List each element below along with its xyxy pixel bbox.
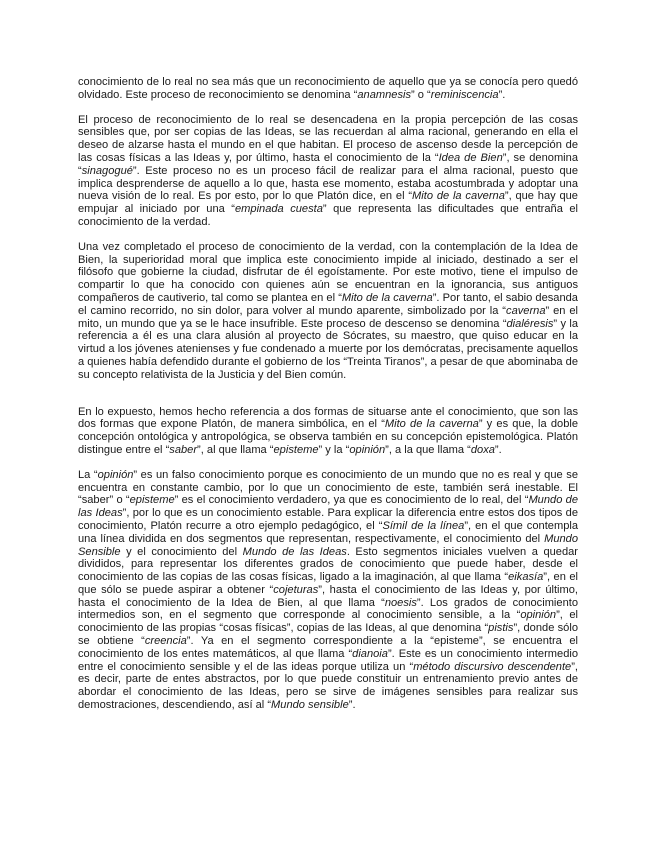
text-run: ”, en el que sólo se puede aspirar a obtener “ [78, 571, 578, 596]
text-run: ” que representa las dificultades que entraña el conocimiento de la verdad. [78, 203, 578, 228]
text-run: ” y la referencia a él es una clara alusión al proyecto de Sócrates, su maestro, que quiso educar en la virtud a los jóvenes atenienses y fue condenado a muerte por los demócratas, precisamente aquellos a quienes había defendido durante el gobierno de los “Treinta Tiranos”, a pesar de que abominaba de su concepto relativista de la Justicia y del Bien común. [78, 317, 578, 381]
italic-term: opinión [97, 468, 134, 481]
text-run: ”, en el que contempla una línea dividida en dos segmentos que representan, respectivamente, el conocimiento del [78, 519, 578, 545]
italic-term: dianoia [352, 647, 388, 660]
text-run: ”. Por tanto, el sabio desanda el camino recorrido, no sin dolor, para volver al mundo aparente, simbolizado por la “ [78, 291, 578, 317]
text-run: Una vez completado el proceso de conocimiento de la verdad, con la contemplación de la Idea de Bien, la superioridad moral que implica este conocimiento impide al iniciado, destinado a ser el filósofo que gobierne la ciudad, disfrutar de él egoístamente. Por este motivo, tiene el impulso de compartir lo que ha conocido con quienes aún se encuentran en la ignorancia, sus antiguos compañeros de cautiverio, tal como se plantea en el “ [78, 240, 578, 304]
italic-term: noesis [384, 596, 417, 609]
text-run: ”, que hay que empujar al iniciado por una “ [78, 190, 578, 216]
italic-term: Mito de la caverna [412, 190, 505, 203]
italic-term: sinagogué [81, 164, 133, 177]
text-run: ”, al que llama “ [197, 443, 274, 456]
text-run: ” es el conocimiento verdadero, ya que es conocimiento de lo real, del “ [174, 494, 529, 507]
text-run: ”, se denomina “ [78, 151, 578, 177]
text-run: y el conocimiento del [120, 545, 243, 558]
italic-term: anamnesis [357, 88, 412, 101]
text-run: ”. [494, 443, 502, 456]
text-run: ” en el mito, un mundo que ya se le hace insufrible. Este proceso de descenso se denomina “ [78, 304, 578, 330]
text-run: ”, a la que llama “ [385, 443, 471, 456]
text-run: En lo expuesto, hemos hecho referencia a dos formas de situarse ante el conocimiento, que son las dos formas que expone Platón, de manera simbólica, en el “ [78, 405, 578, 431]
italic-term: eikasía [508, 571, 544, 584]
text-run: ”. [498, 88, 506, 101]
body-paragraph [78, 241, 578, 382]
body-paragraph [78, 406, 578, 457]
italic-term: Idea de Bien [438, 151, 503, 164]
italic-term: Símil de la línea [382, 519, 465, 532]
body-paragraph [78, 76, 578, 102]
text-run: ” o “ [411, 88, 431, 101]
text-run: ”. Este proceso no es un proceso fácil de realizar para el alma racional, puesto que implica desprenderse de aquello a lo que, hasta ese momento, estaba acostumbrada y adoptar una nueva visión de lo real. Es por esto, por lo que Platón dice, en el “ [78, 164, 578, 203]
body-paragraph [78, 114, 578, 229]
text-run: ”, donde sólo se obtiene “ [78, 622, 578, 648]
text-run: ” y es que, la doble concepción ontológica y antropológica, se observa también en su concepción epistemológica. Platón distingue entre el “ [78, 418, 578, 456]
italic-term: Mito de la caverna [384, 418, 479, 431]
italic-term: pistis [488, 622, 514, 635]
document-page [78, 76, 578, 712]
italic-term: doxa [470, 443, 495, 456]
text-run: ”, por lo que es un conocimiento estable. Para explicar la diferencia entre estos dos tipos de conocimiento, Platón recurre a otro ejemplo pedagógico, el “ [78, 507, 579, 532]
italic-term: empinada cuesta [235, 203, 323, 216]
italic-term: Mundo de las Ideas [78, 494, 579, 520]
italic-term: Mito de la caverna [341, 291, 433, 304]
italic-term: Mundo de las Ideas [242, 545, 347, 558]
text-run: conocimiento de lo real no sea más que un reconocimiento de aquello que ya se conocía pero quedó olvidado. Este proceso de reconocimiento se denomina “ [78, 76, 578, 101]
text-run: ”. Ya en el segmento correspondiente a la “episteme”, se encuentra el conocimiento de los entes matemáticos, al que llama “ [78, 635, 578, 660]
text-run: ”. Los grados de conocimiento intermedios son, en el segmento que corresponde al conocimiento sensible, a la “ [78, 596, 578, 622]
text-run: ” es un falso conocimiento porque es conocimiento de un mundo que no es real y que se encuentra en constante cambio, por lo que un conocimiento de este, también será inestable. El “saber” o “ [78, 468, 578, 507]
text-run: ”. Este es un conocimiento intermedio entre el conocimiento sensible y el de las ideas porque utiliza un “ [78, 647, 579, 673]
text-run: La “ [78, 468, 98, 481]
text-run: El proceso de reconocimiento de lo real se desencadena en la propia percepción de las cosas sensibles que, por ser copias de las Ideas, se las recuerdan al alma racional, generando en ella el deseo de alzarse hasta el mundo en el que habitan. El proceso de ascenso desde la percepción de las cosas físicas a las Ideas y, por último, hasta el conocimiento de la “ [78, 113, 578, 164]
italic-term: cojeturas [273, 583, 319, 596]
italic-term: episteme [129, 494, 175, 507]
italic-term: episteme [273, 443, 319, 456]
text-run: ” y la “ [318, 443, 350, 456]
italic-term: caverna [506, 304, 546, 317]
italic-term: creencia [144, 635, 187, 648]
text-run: ”. [348, 699, 356, 712]
body-paragraph [78, 469, 578, 712]
italic-term: Mundo sensible [271, 699, 349, 712]
italic-term: método discursivo descendente [413, 660, 572, 673]
italic-term: dialéresis [506, 317, 554, 330]
italic-term: Mundo Sensible [78, 532, 578, 558]
text-run: ”, es decir, parte de entes abstractos, por lo que puede constituir un entrenamiento previo antes de abordar el conocimiento de las Ideas, pero se sirve de imágenes sensibles para realizar sus demostraciones, descendiendo, así al “ [78, 660, 578, 712]
italic-term: opinión [349, 443, 386, 456]
text-run: ”, hasta el conocimiento de las Ideas y, por último, hasta el conocimiento de la Idea de Bien, al que llama “ [78, 583, 578, 609]
text-run: . Esto segmentos iniciales vuelven a quedar divididos, para representar los diferentes grados de conocimiento que puede haber, desde el conocimiento de las copias de las cosas físicas, ligado a la imaginación, al que llama “ [78, 545, 579, 584]
italic-term: reminiscencia [430, 88, 499, 101]
italic-term: opinión [520, 609, 557, 622]
text-run: ”, el conocimiento de las propias “cosas físicas”, copias de las Ideas, al que denomina “ [78, 609, 578, 635]
italic-term: saber [169, 443, 198, 456]
